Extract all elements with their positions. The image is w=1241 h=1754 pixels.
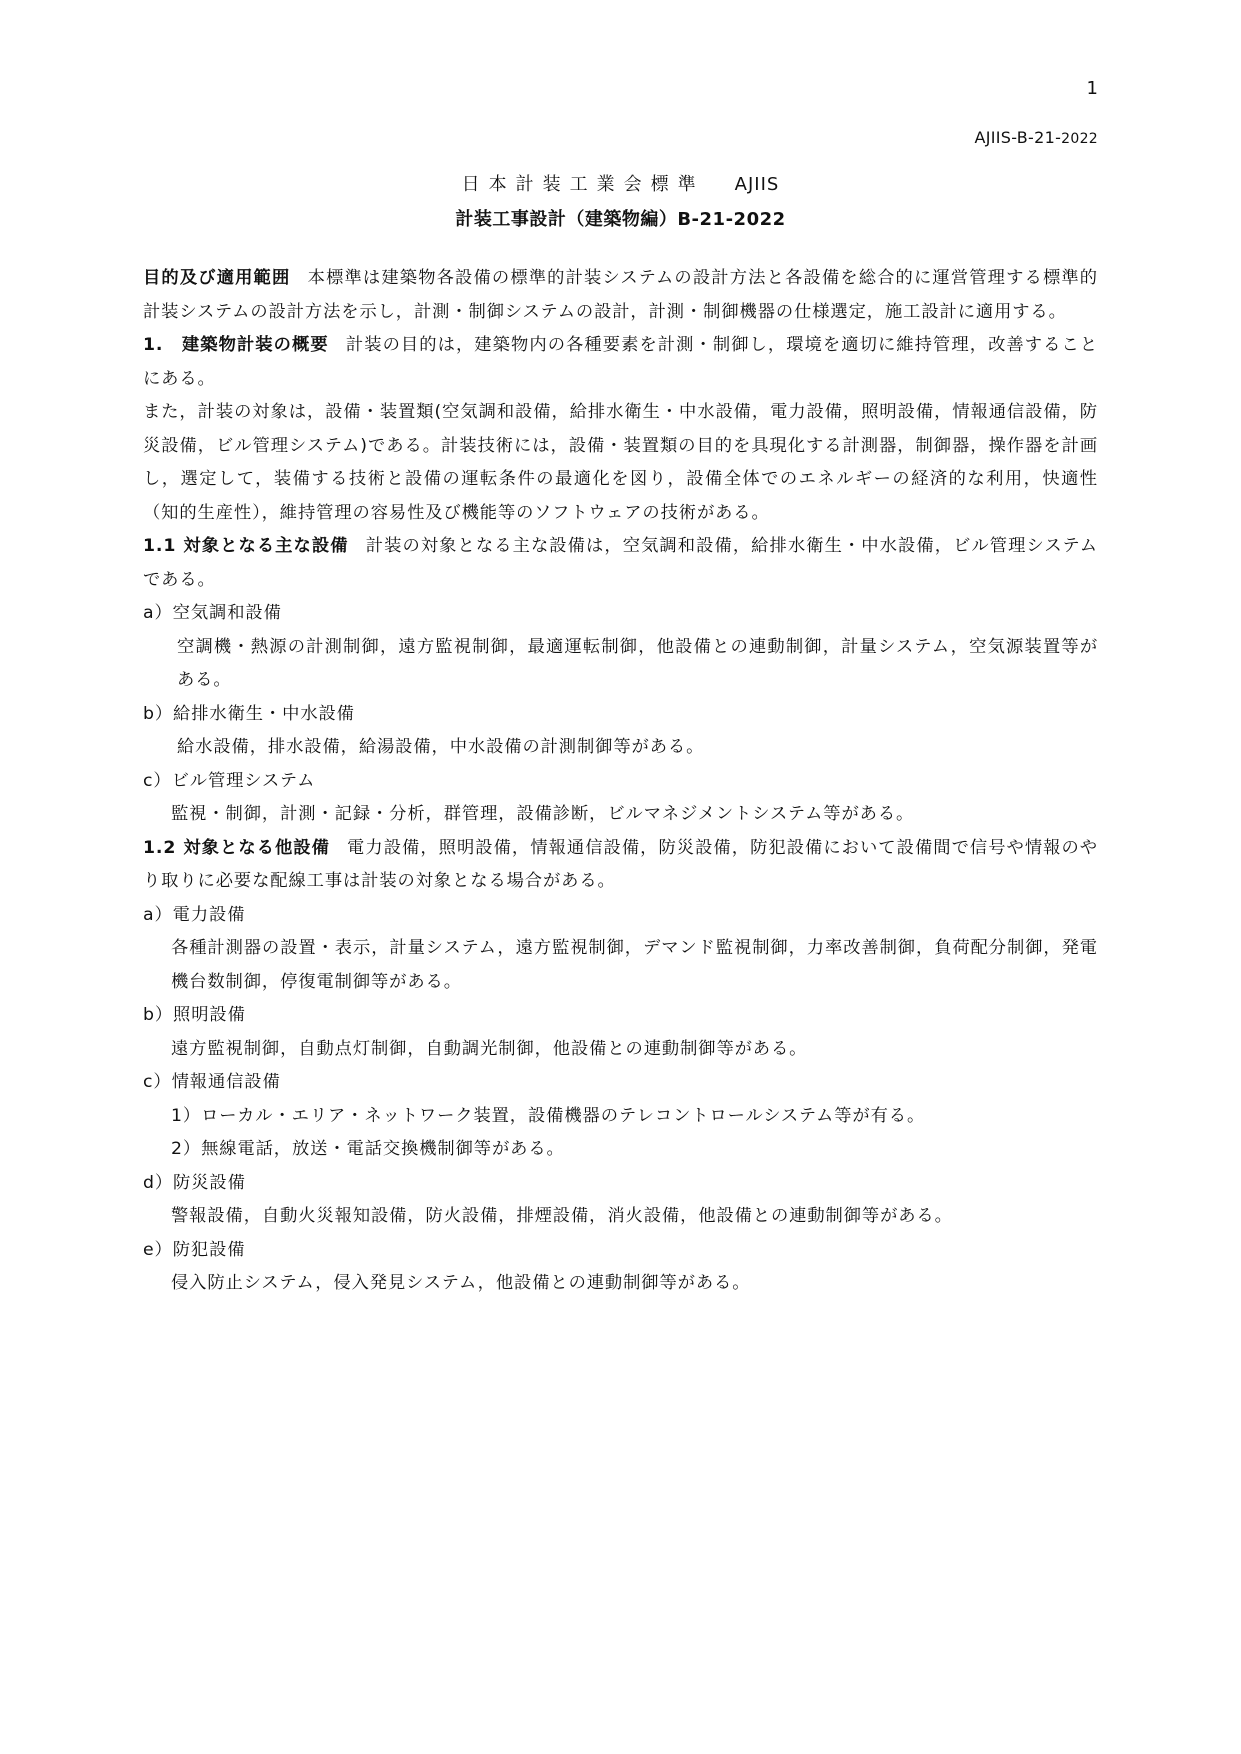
section-1-text: 計装の目的は，建築物内の各種要素を計測・制御し，環境を適切に維持管理，改善することにある。 (143, 335, 1098, 389)
list-item-label: e）防犯設備 (143, 1239, 246, 1260)
section-1-2-paragraph (143, 832, 1098, 899)
list-item-label: c）情報通信設備 (143, 1072, 281, 1092)
list-item-label: d）防災設備 (143, 1172, 246, 1193)
section-1-2-text: 電力設備，照明設備，情報通信設備，防災設備，防犯設備において設備間で信号や情報のやり取りに必要な配線工事は計装の対象となる場合がある。 (143, 837, 1098, 891)
section-1-1-text: 計装の対象となる主な設備は，空気調和設備，給排水衛生・中水設備，ビル管理システムである。 (143, 536, 1098, 590)
document-body (143, 262, 1098, 1301)
sub-list-item: 2）無線電話，放送・電話交換機制御等がある。 (171, 1139, 565, 1159)
list-item-label: b）給排水衛生・中水設備 (143, 703, 355, 724)
page-number: 1 (1086, 78, 1098, 99)
list-item-description: 空調機・熱源の計測制御，遠方監視制御，最適運転制御，他設備との連動制御，計量システム，空気源装置等がある。 (177, 636, 1098, 690)
section-1-1-heading: 1.1 対象となる主な設備 (143, 536, 349, 556)
document-code-year: 2022 (1061, 131, 1098, 147)
purpose-text: 本標準は建築物各設備の標準的計装システムの設計方法と各設備を総合的に運営管理する標準的計装システムの設計方法を示し，計測・制御システムの設計，計測・制御機器の仕様選定，施工設計に適用する。 (143, 268, 1098, 322)
list-item-description: 各種計測器の設置・表示，計量システム，遠方監視制御，デマンド監視制御，力率改善制御，負荷配分制御，発電機台数制御，停復電制御等がある。 (171, 938, 1098, 992)
list-item-description: 警報設備，自動火災報知設備，防火設備，排煙設備，消火設備，他設備との連動制御等がある。 (171, 1206, 953, 1226)
list-item-label: a）電力設備 (143, 904, 246, 925)
document-title: 計装工事設計（建築物編）B-21-2022 (455, 209, 786, 230)
organization-abbr: AJIIS (734, 174, 780, 195)
list-item-label: a）空気調和設備 (143, 603, 282, 623)
document-code-prefix: AJIIS-B-21- (974, 128, 1062, 147)
list-item-description: 監視・制御，計測・記録・分析，群管理，設備診断，ビルマネジメントシステム等がある。 (171, 804, 915, 824)
document-code (975, 128, 1099, 147)
list-item-description: 遠方監視制御，自動点灯制御，自動調光制御，他設備との連動制御等がある。 (171, 1038, 808, 1059)
list-item-label: b）照明設備 (143, 1005, 246, 1025)
section-1-1-paragraph (143, 530, 1098, 597)
sub-list-item: 1）ローカル・エリア・ネットワーク装置，設備機器のテレコントロールシステム等が有る。 (171, 1105, 926, 1126)
list-item-description: 侵入防止システム，侵入発見システム，他設備との連動制御等がある。 (171, 1273, 751, 1293)
list-item-description: 給水設備，排水設備，給湯設備，中水設備の計測制御等がある。 (177, 737, 705, 757)
organization-name: 日本計装工業会標準 (461, 174, 705, 195)
section-1-paragraph (143, 329, 1098, 396)
section-1-heading: 1. 建築物計装の概要 (143, 335, 329, 355)
list-item-label: c）ビル管理システム (143, 770, 316, 791)
section-1-paragraph-2: また，計装の対象は，設備・装置類(空気調和設備，給排水衛生・中水設備，電力設備，照明設備，情報通信設備，防災設備，ビル管理システム)である。計装技術には，設備・装置類の目的を具現化する計測器，制御器，操作器を計画し，選定して，装備する技術と設備の運転条件の最適化を図り，設備全体でのエネルギーの経済的な利用，快適性（知的生産性），維持管理の容易性及び機能等のソフトウェアの技術がある。 (143, 402, 1098, 523)
section-1-2-heading: 1.2 対象となる他設備 (143, 837, 330, 858)
purpose-heading: 目的及び適用範囲 (143, 268, 291, 288)
standard-header (0, 170, 1241, 196)
purpose-paragraph (143, 262, 1098, 329)
